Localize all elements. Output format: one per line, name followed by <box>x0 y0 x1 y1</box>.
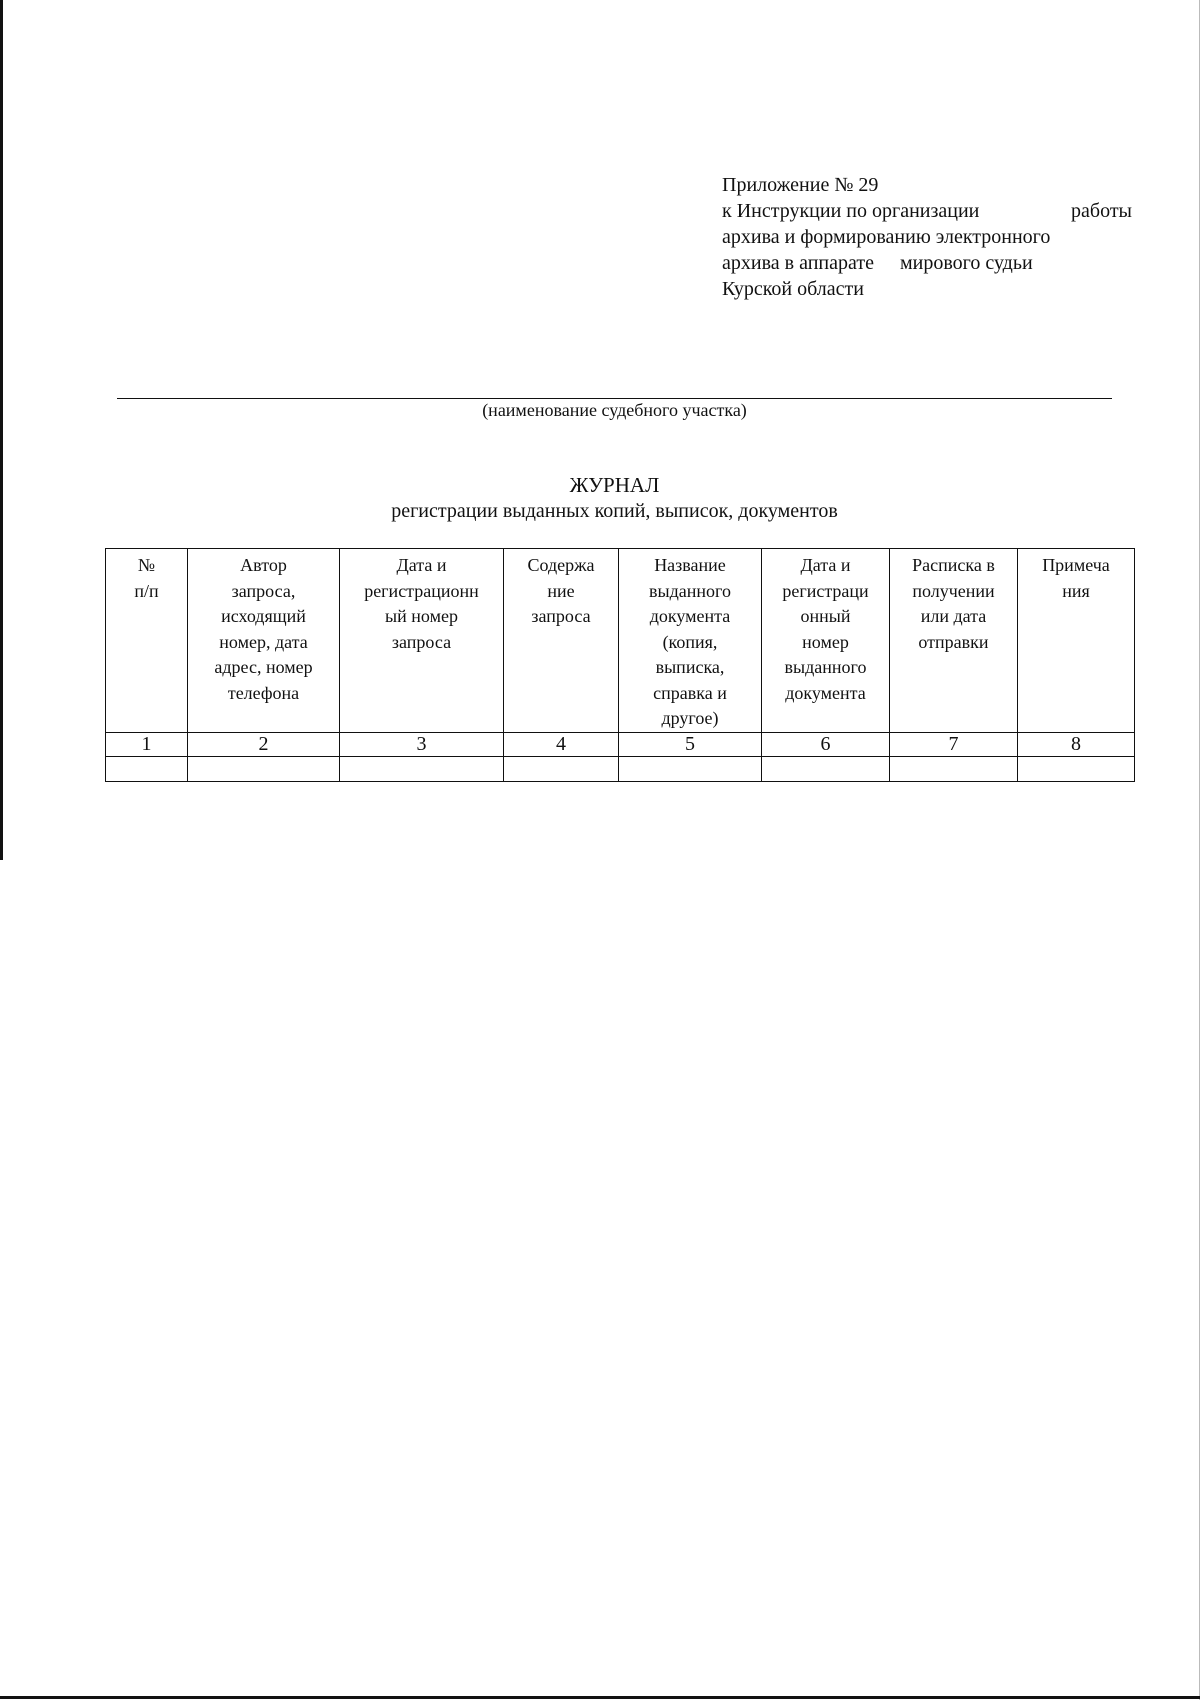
header-text-author: Автор запроса, исходящий номер, дата адрес, номер телефона <box>214 555 313 703</box>
header-cell <box>504 549 619 733</box>
header-text-issue-date: Дата и регистраци онный номер выданного документа <box>782 555 869 703</box>
header-text-notes: Примеча ния <box>1042 555 1110 601</box>
column-number-cell: 8 <box>1018 732 1135 756</box>
appendix-line-3: архива и формированию электронного <box>722 226 1051 248</box>
empty-cell <box>188 756 340 781</box>
column-number-cell: 5 <box>619 732 762 756</box>
header-text-number: № п/п <box>134 555 159 601</box>
scan-bottom-edge <box>0 1696 1200 1699</box>
empty-table-row <box>106 756 1135 781</box>
empty-cell <box>762 756 890 781</box>
empty-cell <box>106 756 188 781</box>
empty-cell <box>340 756 504 781</box>
column-number-cell: 7 <box>890 732 1018 756</box>
appendix-line-4-right: мирового судьи <box>899 252 1033 274</box>
appendix-line-4-left: архива в аппарате <box>722 252 874 274</box>
empty-cell <box>890 756 1018 781</box>
appendix-line-5: Курской области <box>722 278 864 300</box>
court-name-caption: (наименование судебного участка) <box>482 400 747 420</box>
column-number-row <box>106 732 1135 756</box>
header-cell <box>890 549 1018 733</box>
scan-left-edge <box>0 0 3 860</box>
table-header-row <box>106 549 1135 733</box>
appendix-line-2-left: к Инструкции по организации <box>722 200 980 222</box>
column-number-cell: 4 <box>504 732 619 756</box>
header-cell <box>762 549 890 733</box>
header-text-receipt: Расписка в получении или дата отправки <box>912 555 995 652</box>
column-number-cell: 2 <box>188 732 340 756</box>
empty-cell <box>504 756 619 781</box>
column-number-cell: 6 <box>762 732 890 756</box>
header-cell <box>188 549 340 733</box>
column-number-cell: 3 <box>340 732 504 756</box>
journal-subtitle: регистрации выданных копий, выписок, документов <box>391 500 838 522</box>
empty-cell <box>1018 756 1135 781</box>
header-cell <box>340 549 504 733</box>
journal-table <box>105 548 1135 782</box>
journal-title: ЖУРНАЛ <box>569 473 660 497</box>
header-text-document-name: Название выданного документа (копия, выписка, справка и другое) <box>649 555 731 728</box>
appendix-line-2 <box>722 198 1132 224</box>
empty-cell <box>619 756 762 781</box>
header-cell <box>106 549 188 733</box>
column-number-cell: 1 <box>106 732 188 756</box>
header-text-request-content: Содержа ние запроса <box>527 555 595 626</box>
appendix-number: Приложение № 29 <box>722 174 879 196</box>
appendix-line-4 <box>722 250 1132 276</box>
appendix-line-2-right: работы <box>1071 200 1132 222</box>
header-cell <box>1018 549 1135 733</box>
court-name-underline <box>117 398 1112 399</box>
header-text-request-date: Дата и регистрационн ый номер запроса <box>364 555 479 652</box>
appendix-block <box>722 172 1132 302</box>
header-cell <box>619 549 762 733</box>
